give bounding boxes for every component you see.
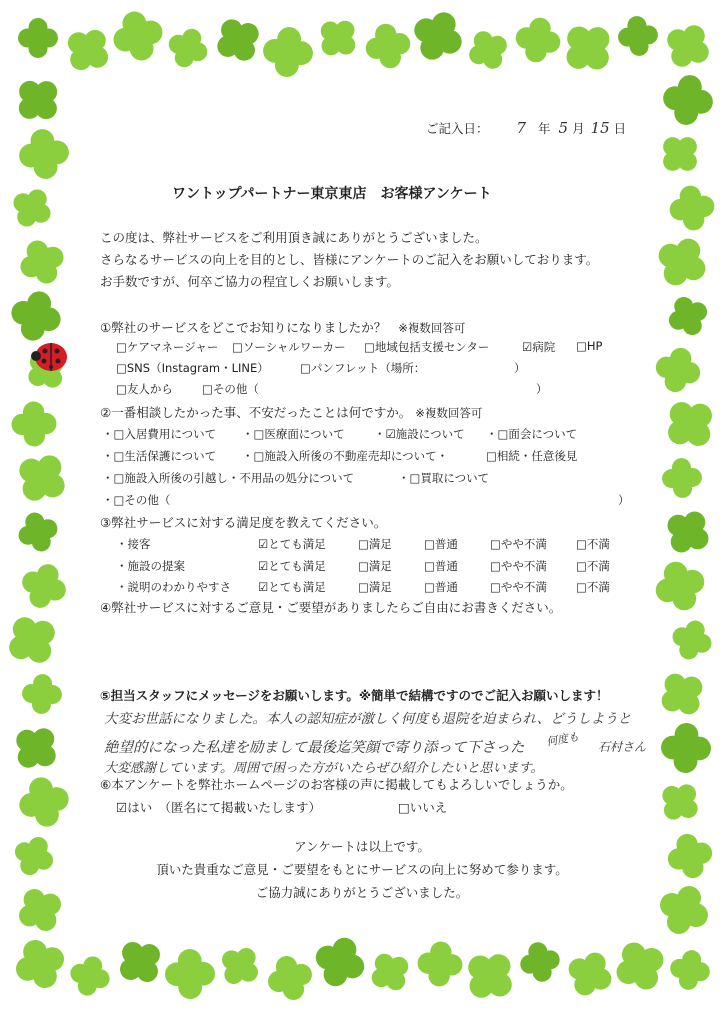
q2-other-close: ） <box>618 493 630 507</box>
q3-row-normal[interactable]: □普通 <box>424 537 458 551</box>
clover-icon <box>512 14 564 66</box>
clover-icon <box>652 126 708 182</box>
clover-icon <box>107 5 169 67</box>
q1-note: ※複数回答可 <box>398 321 466 335</box>
clover-icon <box>4 716 67 779</box>
q2-option-visiting[interactable]: ・□面会について <box>486 427 578 441</box>
clover-icon <box>16 126 72 182</box>
q1-option-support-center[interactable]: □地域包括支援センター <box>364 340 490 354</box>
clover-icon <box>13 233 72 292</box>
q3-row-satisfied[interactable]: □満足 <box>358 580 392 594</box>
q4-answer-area[interactable] <box>100 618 620 680</box>
q3-row-very-satisfied[interactable]: ☑とても満足 <box>258 559 326 573</box>
q2-note: ※複数回答可 <box>415 406 483 420</box>
q3-row-normal[interactable]: □普通 <box>424 580 458 594</box>
q3-row-satisfied[interactable]: □満足 <box>358 559 392 573</box>
date-row <box>426 119 626 137</box>
q1-pamphlet-close: ） <box>514 361 526 375</box>
clover-icon <box>667 183 718 234</box>
clover-icon <box>657 501 719 563</box>
clover-icon <box>648 554 712 618</box>
clover-icon <box>261 25 315 79</box>
q5-handwritten-insert: 何度も <box>545 730 580 749</box>
clover-icon <box>165 949 216 1000</box>
q1-option-hp[interactable]: □HP <box>576 339 603 353</box>
clover-icon <box>651 343 705 397</box>
q1-option-care-manager[interactable]: □ケアマネージャー <box>116 340 219 354</box>
q1-option-social-worker[interactable]: □ソーシャルワーカー <box>232 340 346 354</box>
q6-option-yes[interactable]: ☑はい （匿名にて掲載いたします） <box>116 800 321 815</box>
clover-icon <box>362 20 415 73</box>
clover-icon <box>516 938 563 985</box>
clover-icon <box>405 3 472 70</box>
q4-title: ④弊社サービスに対するご意見・ご要望がありましたらご自由にお書きください。 <box>100 600 562 615</box>
q2-option-real-estate[interactable]: ・□施設入所後の不動産売却について・ <box>242 449 449 463</box>
date-year-unit: 年 <box>538 121 551 136</box>
clover-icon <box>553 13 624 84</box>
clover-icon <box>660 722 712 774</box>
clover-icon <box>461 23 515 77</box>
q2-option-inheritance[interactable]: □相続・任意後見 <box>486 449 578 463</box>
clover-icon <box>21 673 63 715</box>
q1-title <box>100 318 465 336</box>
q3-row-dissatisfied[interactable]: □不満 <box>576 559 610 573</box>
clover-icon <box>0 605 67 674</box>
q2-option-purchase[interactable]: ・□買取について <box>398 471 490 485</box>
clover-icon <box>416 940 464 988</box>
q1-option-pamphlet[interactable]: □パンフレット（場所： <box>300 361 426 375</box>
q5-handwritten-name: 石村さん <box>598 740 647 754</box>
q5-handwritten-line: 大変感謝しています。周囲で困った方がいたらぜひ紹介したいと思います。 <box>104 761 544 776</box>
date-month-unit: 月 <box>572 121 585 136</box>
clover-icon <box>362 944 417 999</box>
clover-icon <box>11 401 57 447</box>
q1-option-hospital[interactable]: ☑病院 <box>522 340 556 354</box>
clover-icon <box>6 68 70 132</box>
q3-row-label: ・接客 <box>116 537 151 551</box>
q2-option-other[interactable]: ・□その他（ <box>102 493 171 507</box>
clover-icon <box>7 443 77 513</box>
closing-line: アンケートは以上です。 <box>294 839 430 854</box>
clover-icon <box>57 19 120 82</box>
clover-icon <box>651 663 714 726</box>
clover-icon <box>5 181 60 236</box>
q5-title: ⑤担当スタッフにメッセージをお願いします。※簡単で結構ですのでご記入お願いします！ <box>100 688 609 703</box>
clover-icon <box>660 72 716 128</box>
q1-option-friend[interactable]: □友人から <box>116 382 173 396</box>
intro-line: この度は、弊社サービスをご利用頂き誠にありがとうございました。 <box>100 230 488 245</box>
clover-icon <box>667 947 713 993</box>
clover-icon <box>13 507 63 557</box>
clover-icon <box>18 18 58 58</box>
clover-icon <box>662 290 715 343</box>
q2-option-facility[interactable]: ・☑施設について <box>374 427 465 441</box>
clover-icon <box>616 14 660 58</box>
date-year: 7 <box>516 119 527 137</box>
clover-icon <box>655 389 724 459</box>
q3-title: ③弊社サービスに対する満足度を教えてください。 <box>100 515 387 530</box>
clover-icon <box>652 774 708 830</box>
q3-row-dissatisfied[interactable]: □不満 <box>576 537 610 551</box>
clover-icon <box>15 557 72 614</box>
clover-icon <box>207 9 269 71</box>
page-title: ワントップパートナー東京東店 お客様アンケート <box>172 186 492 202</box>
clover-icon <box>455 941 526 1012</box>
q3-row-label: ・施設の提案 <box>116 559 185 573</box>
q3-row-satisfied[interactable]: □満足 <box>358 537 392 551</box>
clover-icon <box>162 22 214 74</box>
clover-icon <box>661 457 703 499</box>
q1-title-text: ①弊社のサービスをどこでお知りになりましたか？ <box>100 320 387 335</box>
q3-row-very-satisfied[interactable]: ☑とても満足 <box>258 580 326 594</box>
clover-icon <box>66 952 115 1001</box>
q1-option-sns[interactable]: □SNS（Instagram・LINE） <box>116 361 269 375</box>
date-day: 15 <box>590 119 610 137</box>
clover-icon <box>212 938 268 994</box>
q3-row-slightly-dissatisfied[interactable]: □やや不満 <box>490 559 547 573</box>
q3-row-slightly-dissatisfied[interactable]: □やや不満 <box>490 537 547 551</box>
q3-row-slightly-dissatisfied[interactable]: □やや不満 <box>490 580 547 594</box>
clover-icon <box>667 615 717 665</box>
q3-row-normal[interactable]: □普通 <box>424 559 458 573</box>
q3-row-dissatisfied[interactable]: □不満 <box>576 580 610 594</box>
q6-title: ⑥本アンケートを弊社ホームページのお客様の声に掲載してもよろしいでしょうか。 <box>100 777 573 792</box>
clover-icon <box>560 944 620 1004</box>
q3-row-very-satisfied[interactable]: ☑とても満足 <box>258 537 326 551</box>
q2-title <box>100 403 482 421</box>
q2-option-moving[interactable]: ・□施設入所後の引越し・不用品の処分について <box>102 471 355 485</box>
ladybug-icon <box>30 338 70 374</box>
clover-icon <box>108 930 171 993</box>
q6-option-no[interactable]: □いいえ <box>398 800 448 815</box>
closing-line: 頂いた貴重なご意見・ご要望をもとにサービスの向上に努めて参ります。 <box>156 862 568 877</box>
q2-title-text: ②一番相談したかった事、不安だったことは何ですか。 <box>100 405 412 420</box>
intro-line: さらなるサービスの向上を目的とし、皆様にアンケートのご記入をお願いしております。 <box>100 252 599 267</box>
clover-icon <box>262 950 318 1006</box>
date-month: 5 <box>558 119 569 137</box>
q2-option-medical[interactable]: ・□医療面について <box>242 427 345 441</box>
q1-other-close: ） <box>536 382 548 396</box>
clover-icon <box>308 930 372 994</box>
q2-option-entry-cost[interactable]: ・□入居費用について <box>102 427 217 441</box>
clover-icon <box>14 772 74 832</box>
clover-icon <box>648 228 716 296</box>
clover-icon <box>310 10 366 66</box>
intro-line: お手数ですが、何卒ご協力の程宜しくお願いします。 <box>100 274 400 289</box>
clover-icon <box>7 931 72 996</box>
q5-handwritten-line: 大変お世話になりました。本人の認知症が激しく何度も退院を迫まられ、どうしようと <box>104 711 632 727</box>
closing-line: ご協力誠にありがとうございました。 <box>255 885 469 900</box>
q1-option-other[interactable]: □その他（ <box>202 382 259 396</box>
clover-icon <box>606 932 674 1000</box>
q5-handwritten-line: 絶望的になった私達を励まして最後迄笑顔で寄り添って下さった <box>104 740 525 756</box>
clover-icon <box>657 15 719 77</box>
q2-option-welfare[interactable]: ・□生活保護について <box>102 449 217 463</box>
date-label: ご記入日： <box>426 121 489 136</box>
date-day-unit: 日 <box>613 121 627 136</box>
q3-row-label: ・説明のわかりやすさ <box>116 580 231 594</box>
